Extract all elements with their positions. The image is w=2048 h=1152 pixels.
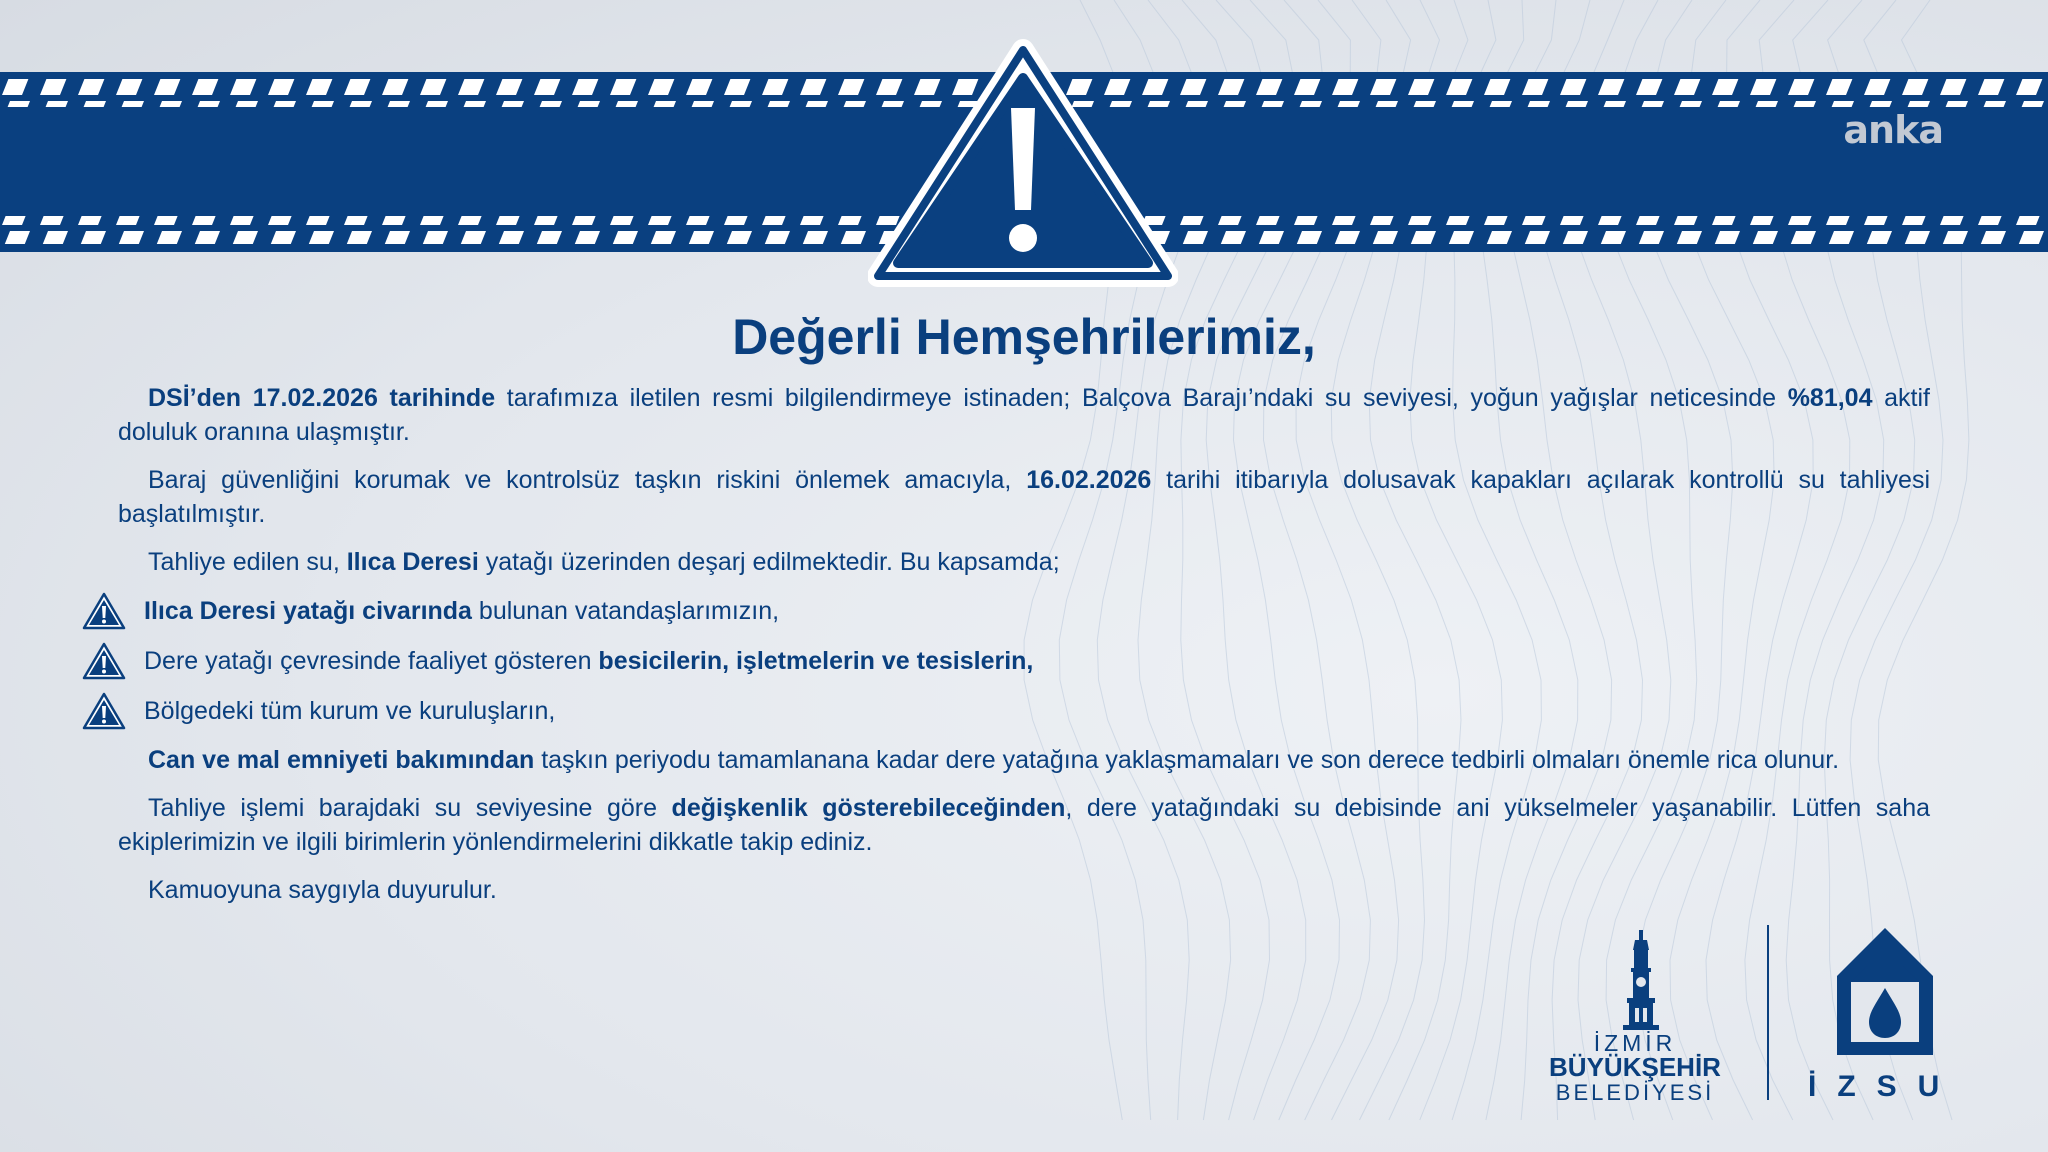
warning-list-item: [82, 643, 1930, 679]
paragraph-text: tarihi itibarıyla dolusavak kapakları açılarak kontrollü su tahliyesi başlatılmıştır.: [118, 466, 1930, 528]
anka-watermark: anka: [1843, 108, 1943, 152]
paragraph-text: tarafımıza iletilen resmi bilgilendirmeye istinaden; Balçova Barajı’ndaki su seviyesi, yoğun yağışlar neticesinde: [495, 384, 1788, 412]
variability-text: değişkenlik gösterebileceğinden: [671, 794, 1066, 822]
announcement-body: [118, 381, 1930, 921]
paragraph-text: yatağı üzerinden deşarj edilmektedir. Bu kapsamda;: [478, 548, 1060, 576]
warning-list-item: [82, 593, 1930, 629]
closing-paragraph: Kamuoyuna saygıyla duyurulur.: [148, 876, 497, 904]
paragraph-text: Tahliye edilen su,: [148, 548, 347, 576]
ibb-logo-line1: İZMİR: [1593, 1030, 1677, 1056]
logo-divider: [1767, 925, 1769, 1100]
izsu-logo-text: İZSU: [1808, 1070, 1961, 1103]
bullet-text: bulunan vatandaşlarımızın,: [471, 597, 780, 625]
bullet-text: Bölgedeki tüm kurum ve kuruluşların,: [144, 697, 556, 725]
release-date-text: 16.02.2026: [1026, 466, 1152, 494]
safety-text: Can ve mal emniyeti bakımından: [148, 746, 535, 774]
paragraph-text: taşkın periyodu tamamlanana kadar dere yatağına yaklaşmamaları ve son derece tedbirli olmaları önemle rica olunur.: [534, 746, 1840, 774]
paragraph-1: [118, 381, 1930, 449]
warning-triangle-icon: [82, 642, 126, 680]
clock-tower-icon: [1623, 930, 1659, 1030]
warning-triangle-icon: [82, 592, 126, 630]
paragraph-text: Baraj güvenliğini korumak ve kontrolsüz taşkın riskini önlemek amacıyla,: [148, 466, 1027, 494]
warning-list-item: [82, 693, 1930, 729]
bullet-text: Dere yatağı çevresinde faaliyet gösteren: [144, 647, 599, 675]
paragraph-text: aktif doluluk oranına ulaşmıştır.: [118, 384, 1931, 446]
bullet-bold-text: besicilerin, işletmelerin ve tesislerin,: [598, 647, 1034, 675]
paragraph-text: Tahliye işlemi barajdaki su seviyesine göre: [148, 794, 672, 822]
paragraph-text: , dere yatağındaki su debisinde ani yükselmeler yaşanabilir. Lütfen saha ekiplerimizin ve ilgili birimlerin yönlendirmelerini dikkatle takip ediniz.: [118, 794, 1931, 856]
ibb-logo-line3: BELEDİYESİ: [1555, 1080, 1715, 1105]
ibb-logo-line2: BÜYÜKŞEHİR: [1549, 1052, 1721, 1082]
paragraph-4: [118, 743, 1930, 777]
river-name-text: Ilıca Deresi: [346, 548, 479, 576]
dsi-date-text: DSİ’den 17.02.2026 tarihinde: [148, 384, 496, 412]
page-title: Değerli Hemşehrilerimiz,: [732, 309, 1316, 365]
fill-rate-text: %81,04: [1787, 384, 1873, 412]
warning-triangle-icon: [82, 692, 126, 730]
water-drop-icon: [1837, 928, 1933, 1055]
paragraph-3: [118, 545, 1930, 579]
paragraph-5: [118, 791, 1930, 859]
warning-sign-icon: [868, 38, 1178, 288]
bullet-bold-text: Ilıca Deresi yatağı civarında: [144, 597, 472, 625]
paragraph-2: [118, 463, 1930, 531]
